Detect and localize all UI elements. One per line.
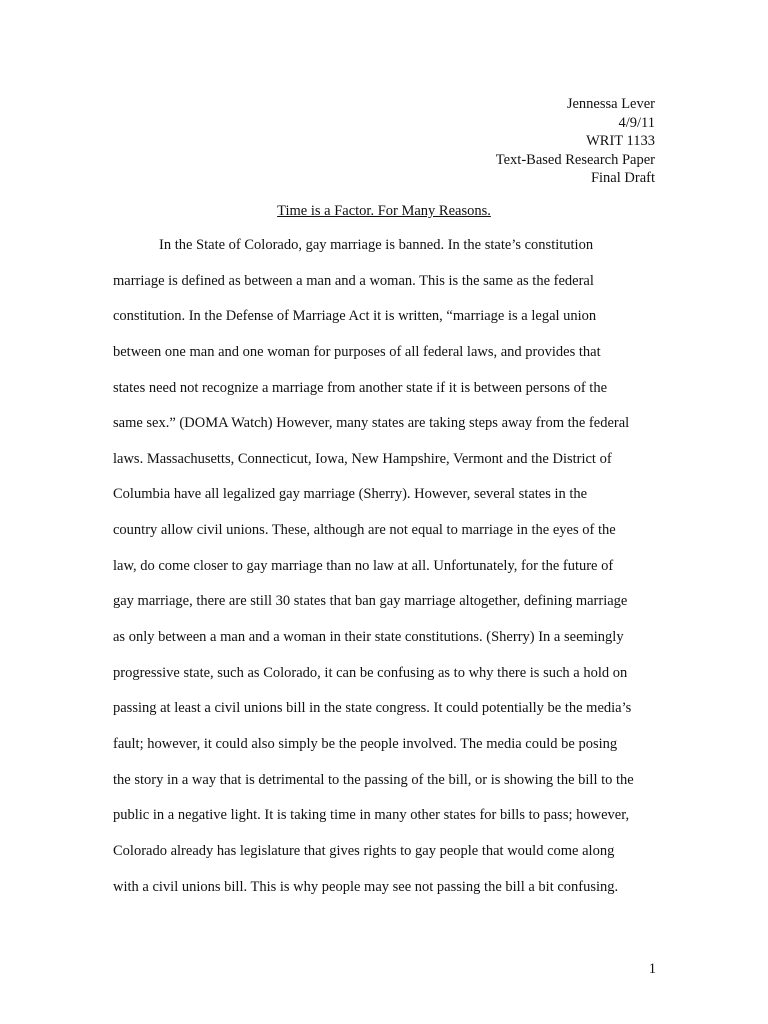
body-line: with a civil unions bill. This is why people may see not passing the bill a bit confusing.: [113, 878, 619, 895]
body-line: Columbia have all legalized gay marriage (Sherry). However, several states in the: [113, 486, 588, 503]
body-line: country allow civil unions. These, although are not equal to marriage in the eyes of the: [113, 522, 616, 539]
date: 4/9/11: [618, 114, 655, 131]
body-line: passing at least a civil unions bill in the state congress. It could potentially be the media’s: [113, 700, 632, 717]
body-line: same sex.” (DOMA Watch) However, many states are taking steps away from the federal: [113, 415, 630, 432]
body-line: marriage is defined as between a man and a woman. This is the same as the federal: [113, 272, 594, 289]
body-line: between one man and one woman for purposes of all federal laws, and provides that: [113, 343, 601, 360]
body-line: law, do come closer to gay marriage than no law at all. Unfortunately, for the future of: [113, 557, 614, 574]
body-line: Colorado already has legislature that gives rights to gay people that would come along: [113, 842, 615, 859]
paper-title: Time is a Factor. For Many Reasons.: [277, 203, 491, 219]
author-name: Jennessa Lever: [566, 96, 655, 112]
page-number: 1: [648, 961, 656, 977]
body-line: laws. Massachusetts, Connecticut, Iowa, New Hampshire, Vermont and the District of: [113, 450, 612, 467]
course-code: WRIT 1133: [586, 133, 655, 149]
body-line: as only between a man and a woman in their state constitutions. (Sherry) In a seemingly: [113, 629, 624, 646]
body-line: states need not recognize a marriage from another state if it is between persons of the: [113, 379, 608, 396]
draft-label: Final Draft: [590, 170, 655, 186]
body-line: constitution. In the Defense of Marriage Act it is written, “marriage is a legal union: [113, 308, 597, 325]
body-line: gay marriage, there are still 30 states that ban gay marriage altogether, defining marriage: [113, 593, 628, 610]
body-line: the story in a way that is detrimental to the passing of the bill, or is showing the bill to the: [113, 771, 634, 788]
paper-title-container: [0, 202, 768, 220]
assignment-name: Text-Based Research Paper: [495, 151, 655, 168]
body-line: fault; however, it could also simply be the people involved. The media could be posing: [113, 735, 618, 752]
body-line: public in a negative light. It is taking time in many other states for bills to pass; however,: [113, 807, 630, 824]
body-line: In the State of Colorado, gay marriage is banned. In the state’s constitution: [159, 237, 594, 253]
body-line: progressive state, such as Colorado, it can be confusing as to why there is such a hold on: [113, 664, 628, 681]
header-block: [496, 95, 655, 188]
body-paragraph: [113, 236, 658, 913]
